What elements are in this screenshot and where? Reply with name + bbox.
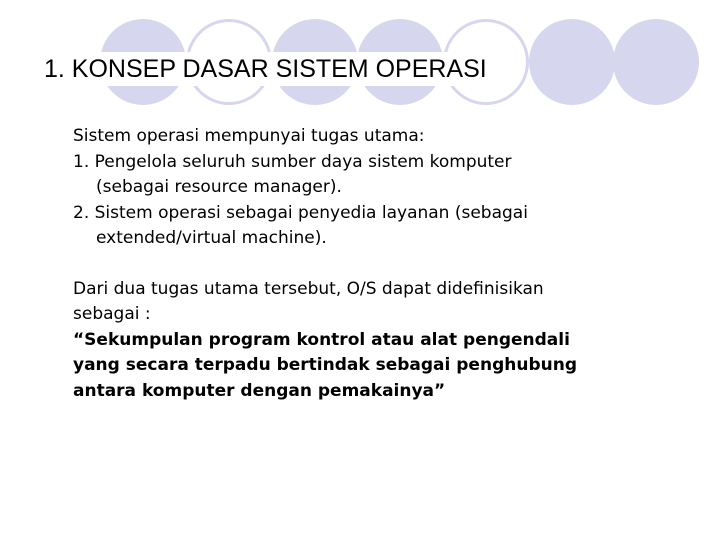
slide-body [73,124,673,404]
definition-intro-continuation: sebagai : [73,304,151,324]
definition-quote: antara komputer dengan pemakainya” [73,380,446,401]
decorative-circle-filled [613,19,699,105]
definition-quote: “Sekumpulan program kontrol atau alat pengendali [73,329,570,350]
list-item-2-continuation: extended/virtual machine). [96,228,327,248]
intro-text: Sistem operasi mempunyai tugas utama: [73,126,425,146]
slide-title: 1. KONSEP DASAR SISTEM OPERASI [44,52,495,86]
list-item-1-continuation: (sebagai resource manager). [96,177,342,197]
list-item-2: 2. Sistem operasi sebagai penyedia layanan (sebagai [73,202,528,223]
paragraph-spacer [73,252,673,277]
list-item-1: 1. Pengelola seluruh sumber daya sistem komputer [73,151,512,172]
definition-quote: yang secara terpadu bertindak sebagai penghubung [73,355,577,375]
definition-intro: Dari dua tugas utama tersebut, O/S dapat didefinisikan [73,278,544,299]
decorative-circle-filled [529,19,615,105]
